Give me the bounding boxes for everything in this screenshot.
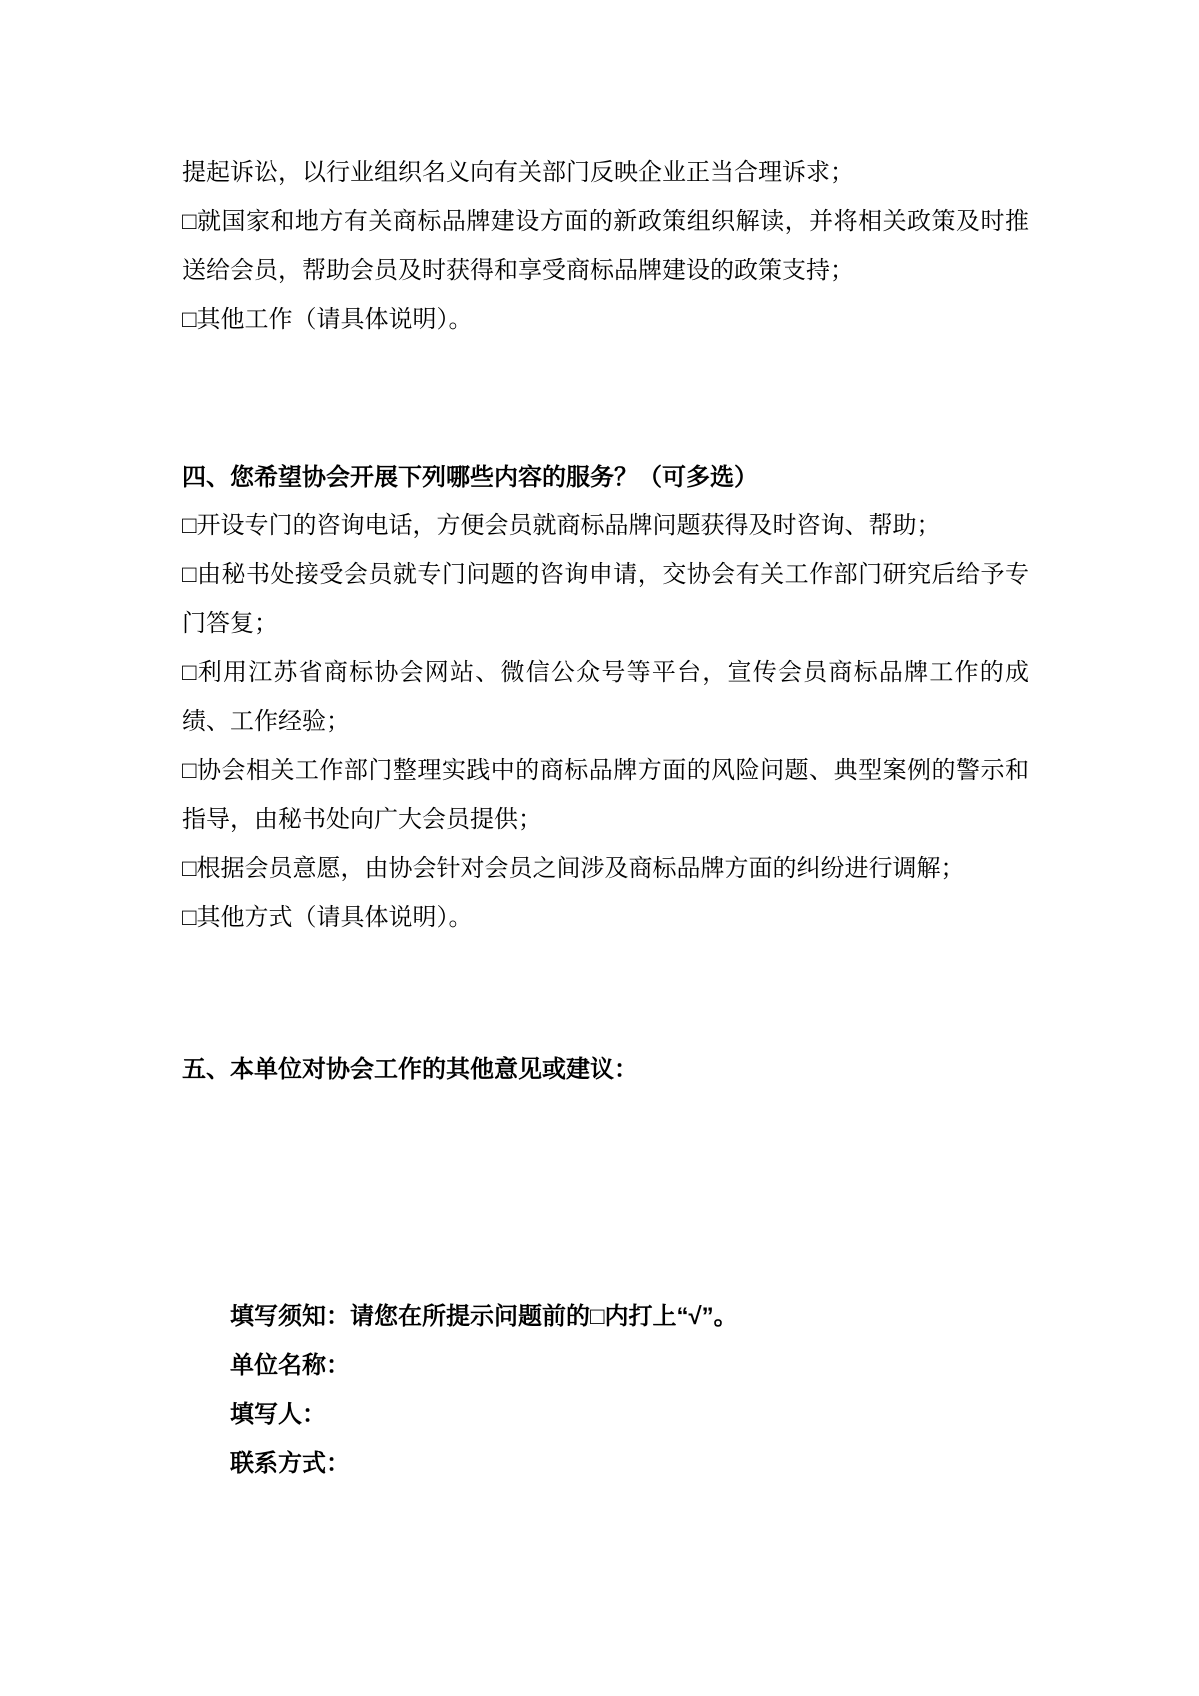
checkbox-icon[interactable]: □ xyxy=(182,758,197,784)
question4-heading: 四、您希望协会开展下列哪些内容的服务？（可多选） xyxy=(182,464,758,491)
filler-name-label: 填写人： xyxy=(230,1401,326,1428)
question3-continuation-section xyxy=(182,149,1029,345)
checkbox-icon[interactable]: □ xyxy=(182,562,197,588)
question4-section xyxy=(182,453,1029,943)
checkbox-icon[interactable]: □ xyxy=(182,905,197,931)
carryover-line xyxy=(182,149,1029,198)
option-text: 利用江苏省商标协会网站、微信公众号等平台，宣传会员商标品牌工作的成绩、工作经验； xyxy=(182,660,1030,735)
checkbox-icon[interactable]: □ xyxy=(182,856,197,882)
option-item xyxy=(182,502,1029,551)
fill-notice: 填写须知：请您在所提示问题前的□内打上“√”。 xyxy=(230,1303,738,1330)
option-text: 由秘书处接受会员就专门问题的咨询申请，交协会有关工作部门研究后给予专门答复； xyxy=(182,562,1029,637)
option-item xyxy=(182,747,1029,845)
checkbox-icon[interactable]: □ xyxy=(182,209,197,235)
option-item xyxy=(182,198,1029,296)
form-footer-section xyxy=(230,1292,1030,1488)
option-text: 就国家和地方有关商标品牌建设方面的新政策组织解读，并将相关政策及时推送给会员，帮助会员及时获得和享受商标品牌建设的政策支持； xyxy=(182,209,1029,284)
question4-options xyxy=(182,502,1029,943)
option-text: 其他方式（请具体说明）。 xyxy=(196,905,473,931)
carryover-text: 提起诉讼，以行业组织名义向有关部门反映企业正当合理诉求； xyxy=(182,160,854,186)
checkbox-icon[interactable]: □ xyxy=(182,660,198,686)
question5-section xyxy=(182,1045,1029,1094)
checkbox-icon[interactable]: □ xyxy=(182,307,197,333)
option-item xyxy=(182,845,1029,894)
option-item xyxy=(182,551,1029,649)
option-text: 其他工作（请具体说明）。 xyxy=(196,307,473,333)
contact-method-label: 联系方式： xyxy=(230,1450,350,1477)
option-text: 协会相关工作部门整理实践中的商标品牌方面的风险问题、典型案例的警示和指导，由秘书处向广大会员提供； xyxy=(182,758,1029,833)
option-text: 根据会员意愿，由协会针对会员之间涉及商标品牌方面的纠纷进行调解； xyxy=(196,856,965,882)
option-item xyxy=(182,649,1029,747)
option-text: 开设专门的咨询电话，方便会员就商标品牌问题获得及时咨询、帮助； xyxy=(196,513,941,539)
unit-name-label: 单位名称： xyxy=(230,1352,350,1379)
question5-heading: 五、本单位对协会工作的其他意见或建议： xyxy=(182,1056,638,1083)
checkbox-icon[interactable]: □ xyxy=(182,513,197,539)
option-item xyxy=(182,296,1029,345)
option-item xyxy=(182,894,1029,943)
